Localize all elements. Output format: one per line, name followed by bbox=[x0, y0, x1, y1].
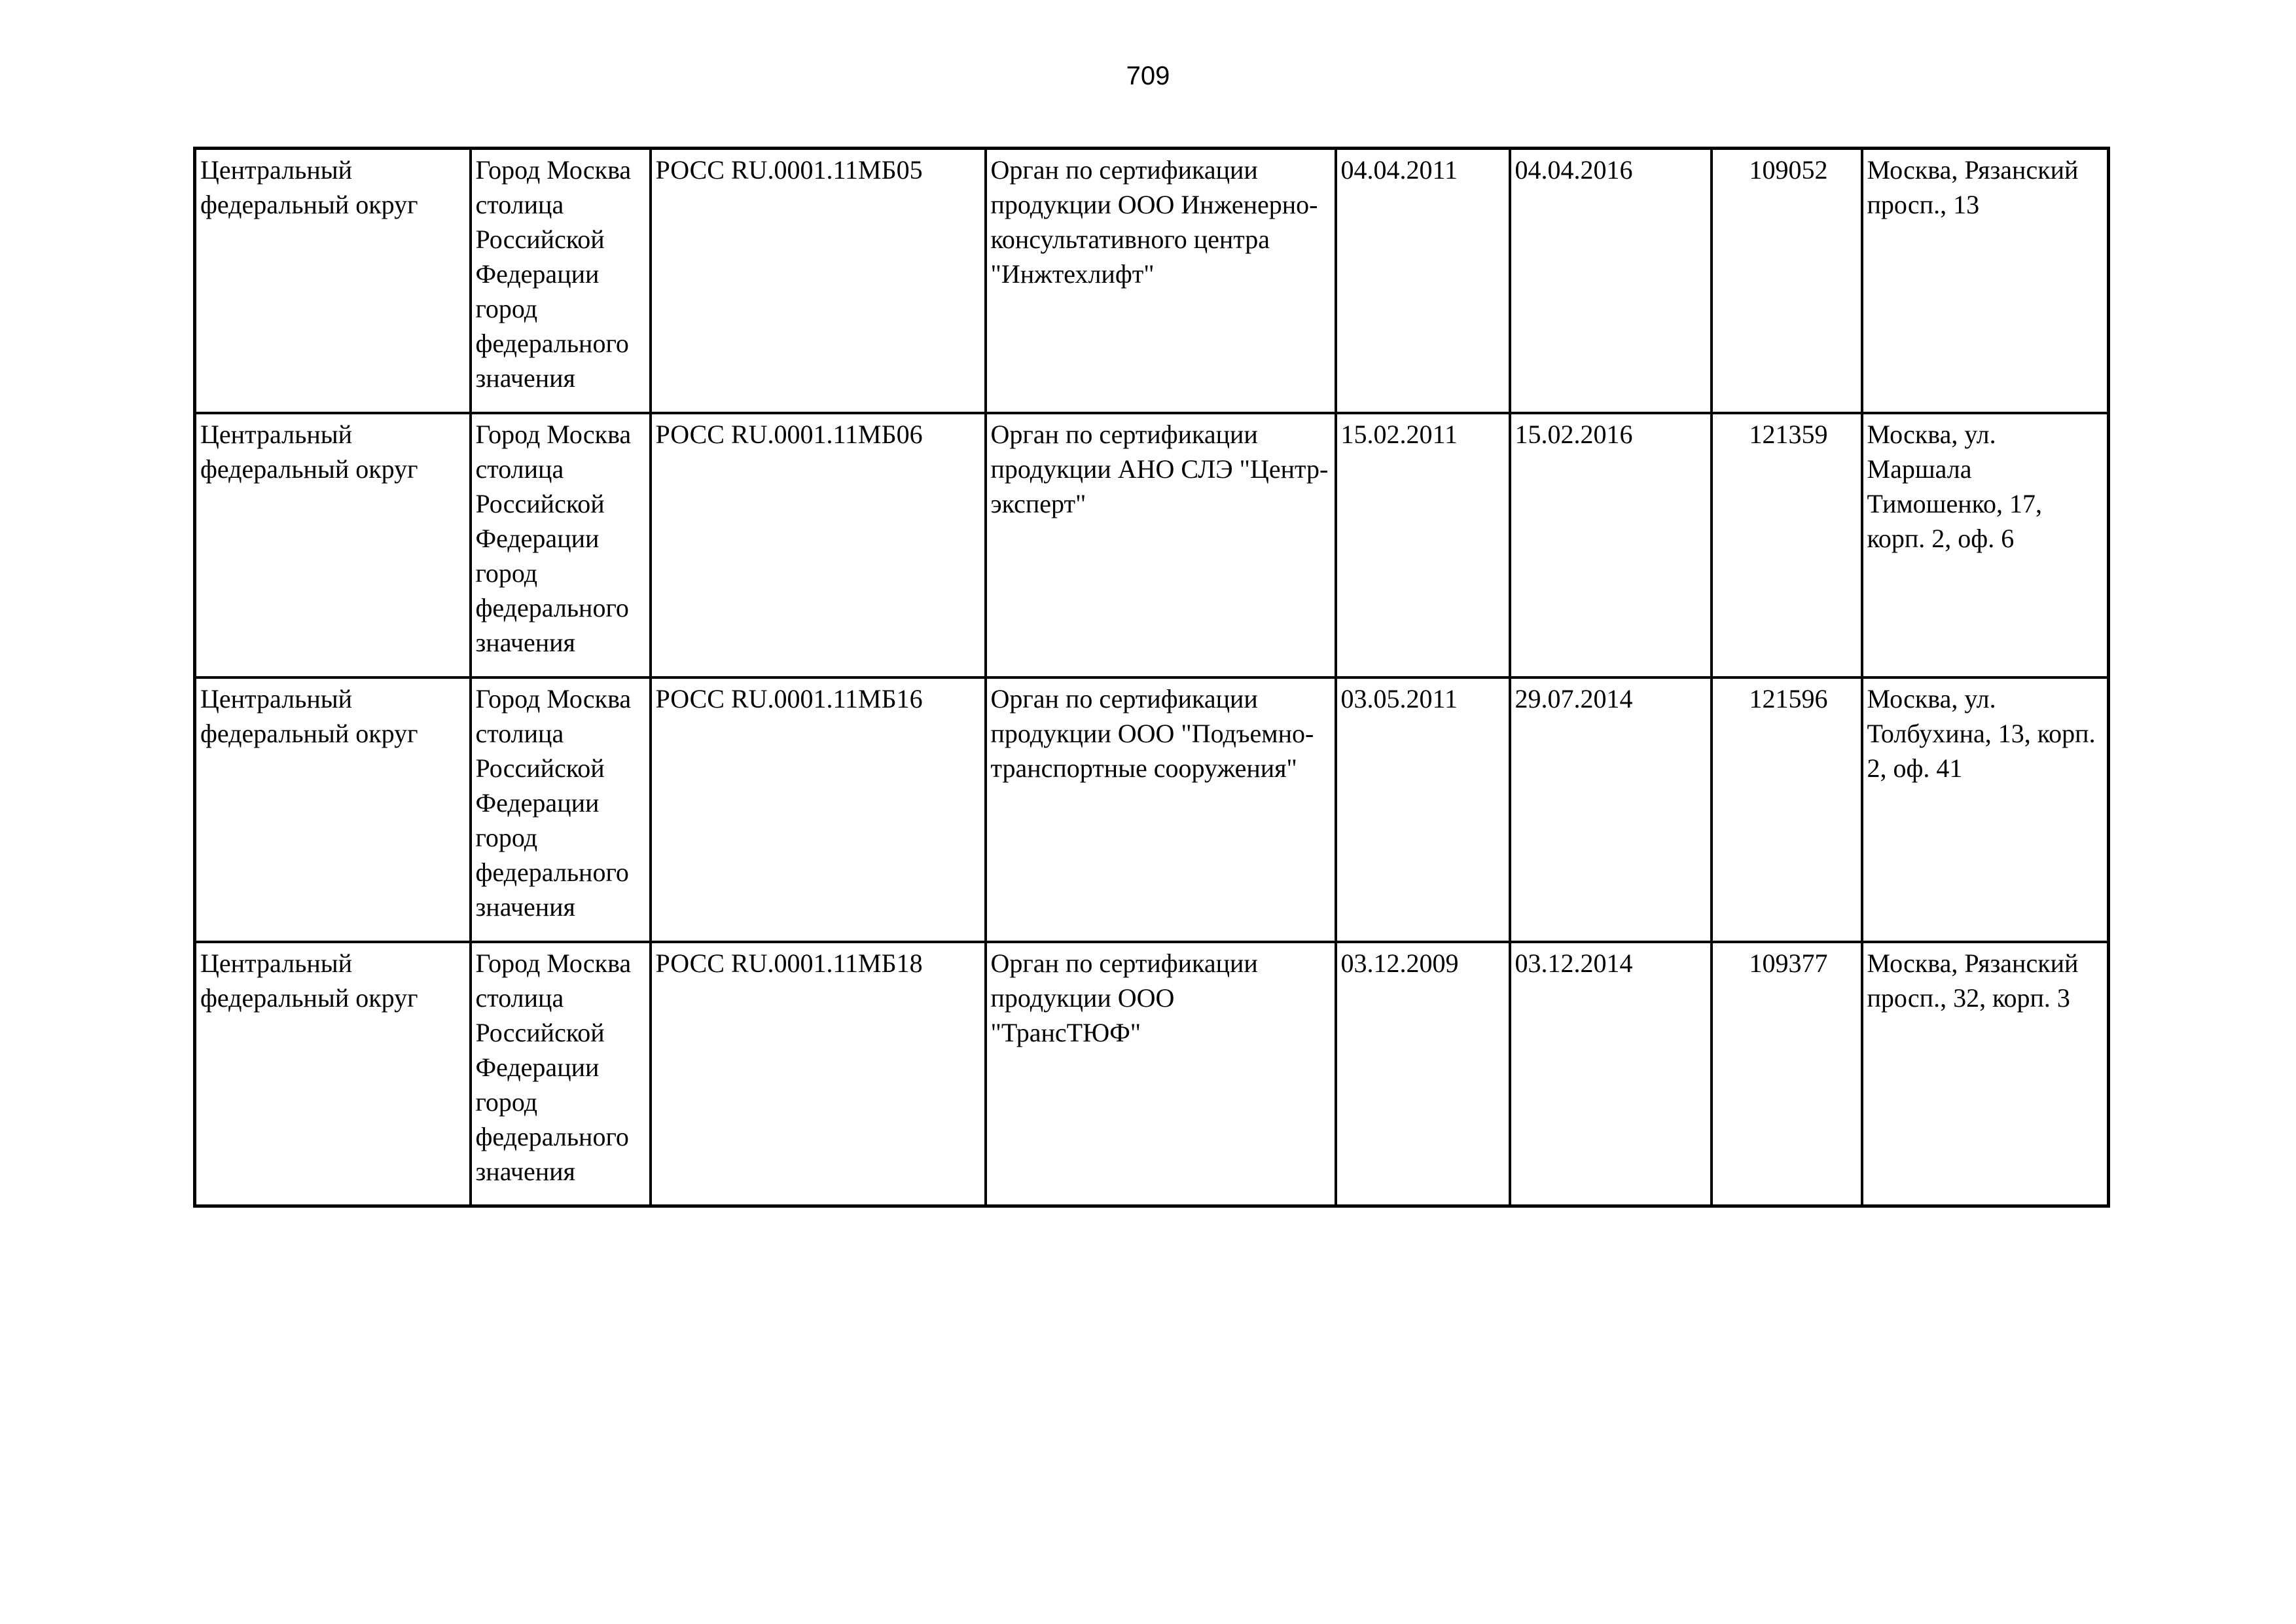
table-row bbox=[195, 677, 2109, 942]
date-from-cell: 04.04.2011 bbox=[1336, 149, 1510, 413]
date-from-cell: 15.02.2011 bbox=[1336, 413, 1510, 677]
postcode-cell: 109377 bbox=[1712, 942, 1862, 1206]
registration-number-cell: РОСС RU.0001.11МБ06 bbox=[651, 413, 986, 677]
registration-number-cell: РОСС RU.0001.11МБ16 bbox=[651, 677, 986, 942]
district-cell: Центральный федеральный округ bbox=[195, 149, 471, 413]
subject-cell: Город Москва столица Российской Федерации город федерального значения bbox=[471, 413, 651, 677]
organization-cell: Орган по сертификации продукции ООО "ТрансТЮФ" bbox=[986, 942, 1336, 1206]
subject-cell: Город Москва столица Российской Федерации город федерального значения bbox=[471, 149, 651, 413]
date-to-cell: 15.02.2016 bbox=[1510, 413, 1712, 677]
table-row bbox=[195, 413, 2109, 677]
address-cell: Москва, Рязанский просп., 13 bbox=[1862, 149, 2109, 413]
table-row bbox=[195, 942, 2109, 1206]
organization-cell: Орган по сертификации продукции АНО СЛЭ "Центр-эксперт" bbox=[986, 413, 1336, 677]
organization-cell: Орган по сертификации продукции ООО "Подъемно-транспортные сооружения" bbox=[986, 677, 1336, 942]
subject-cell: Город Москва столица Российской Федерации город федерального значения bbox=[471, 942, 651, 1206]
subject-cell: Город Москва столица Российской Федерации город федерального значения bbox=[471, 677, 651, 942]
address-cell: Москва, Рязанский просп., 32, корп. 3 bbox=[1862, 942, 2109, 1206]
district-cell: Центральный федеральный округ bbox=[195, 677, 471, 942]
organization-cell: Орган по сертификации продукции ООО Инженерно-консультативного центра "Инжтехлифт" bbox=[986, 149, 1336, 413]
postcode-cell: 121596 bbox=[1712, 677, 1862, 942]
postcode-cell: 109052 bbox=[1712, 149, 1862, 413]
date-from-cell: 03.12.2009 bbox=[1336, 942, 1510, 1206]
address-cell: Москва, ул. Толбухина, 13, корп. 2, оф. 41 bbox=[1862, 677, 2109, 942]
address-cell: Москва, ул. Маршала Тимошенко, 17, корп. 2, оф. 6 bbox=[1862, 413, 2109, 677]
date-from-cell: 03.05.2011 bbox=[1336, 677, 1510, 942]
table-row bbox=[195, 149, 2109, 413]
district-cell: Центральный федеральный округ bbox=[195, 413, 471, 677]
date-to-cell: 03.12.2014 bbox=[1510, 942, 1712, 1206]
certification-registry-table bbox=[193, 147, 2110, 1208]
postcode-cell: 121359 bbox=[1712, 413, 1862, 677]
page-number: 709 bbox=[1126, 62, 1170, 90]
registration-number-cell: РОСС RU.0001.11МБ05 bbox=[651, 149, 986, 413]
district-cell: Центральный федеральный округ bbox=[195, 942, 471, 1206]
date-to-cell: 29.07.2014 bbox=[1510, 677, 1712, 942]
date-to-cell: 04.04.2016 bbox=[1510, 149, 1712, 413]
registration-number-cell: РОСС RU.0001.11МБ18 bbox=[651, 942, 986, 1206]
